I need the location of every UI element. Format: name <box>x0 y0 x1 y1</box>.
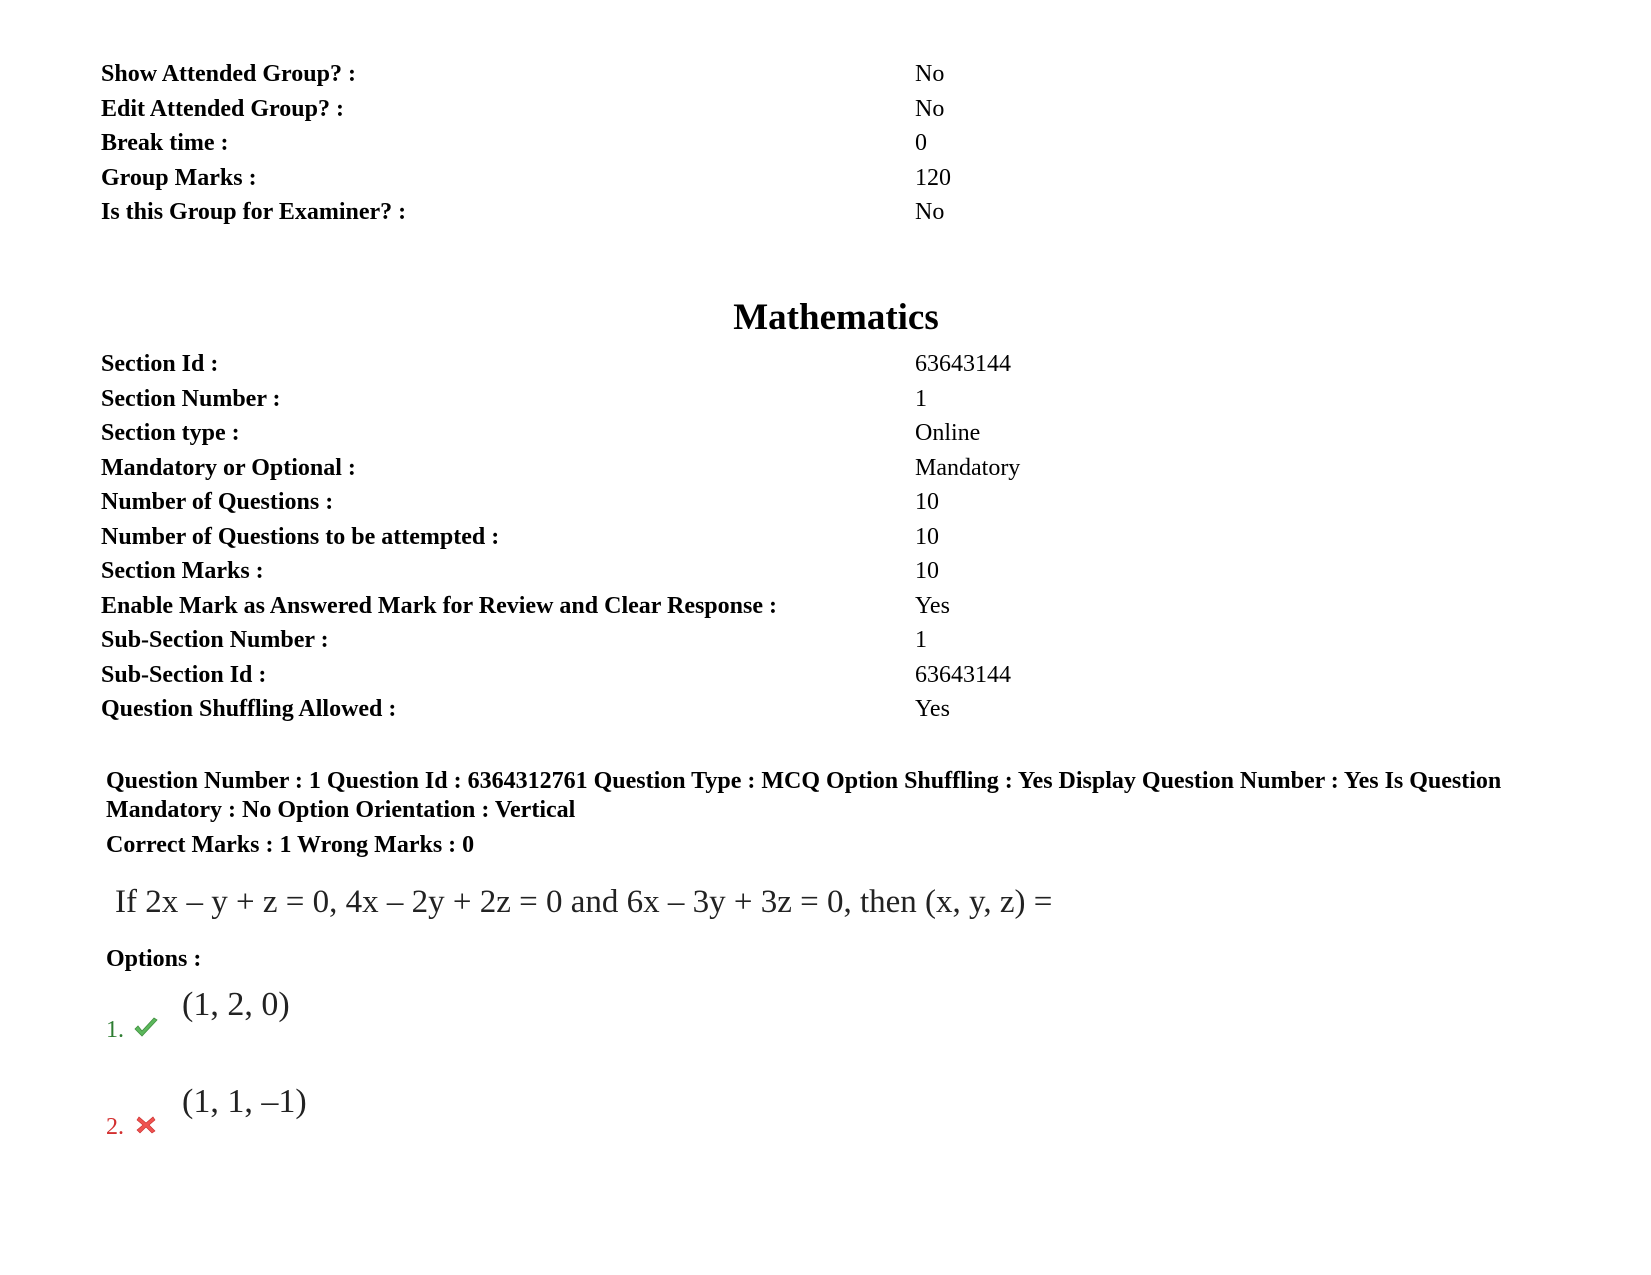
option-text: (1, 2, 0) <box>182 986 290 1023</box>
section-info-row <box>101 451 1551 486</box>
field-value: 63643144 <box>915 351 1011 377</box>
field-label: Group Marks : <box>101 164 257 191</box>
question-text: If 2x – y + z = 0, 4x – 2y + 2z = 0 and 6x – 3y + 3z = 0, then (x, y, z) = <box>115 884 1053 920</box>
check-icon <box>133 1016 159 1040</box>
section-info-row <box>101 589 1551 624</box>
group-info-block <box>101 57 1551 230</box>
option-item <box>106 985 706 1055</box>
field-value: 0 <box>915 130 927 156</box>
section-info-block <box>101 347 1551 727</box>
field-value: Online <box>915 420 981 446</box>
section-info-row <box>101 485 1551 520</box>
group-info-row <box>101 195 1551 230</box>
field-value: 1 <box>915 627 927 653</box>
field-label: Section type : <box>101 420 240 446</box>
field-label: Number of Questions to be attempted : <box>101 523 500 550</box>
field-label: Question Shuffling Allowed : <box>101 696 397 722</box>
question-meta: Question Number : 1 Question Id : 6364312761 Question Type : MCQ Option Shuffling : Yes Display Question Number : Yes Is Question Mandatory : No Option Orientation : Vertical <box>106 768 1502 823</box>
field-label: Section Number : <box>101 385 281 412</box>
question-marks: Correct Marks : 1 Wrong Marks : 0 <box>106 832 475 858</box>
field-value: 10 <box>915 523 939 550</box>
option-item <box>106 1082 706 1152</box>
group-info-row <box>101 126 1551 161</box>
section-info-row <box>101 520 1551 555</box>
option-text: (1, 1, –1) <box>182 1083 307 1120</box>
field-label: Sub-Section Number : <box>101 627 329 653</box>
field-label: Is this Group for Examiner? : <box>101 199 407 225</box>
field-label: Sub-Section Id : <box>101 661 267 688</box>
field-value: 10 <box>915 558 939 584</box>
field-value: Yes <box>915 592 950 619</box>
field-value: No <box>915 95 945 122</box>
group-info-row <box>101 92 1551 127</box>
field-label: Mandatory or Optional : <box>101 454 356 481</box>
section-info-row <box>101 382 1551 417</box>
option-number: 2. <box>106 1114 124 1140</box>
field-label: Show Attended Group? : <box>101 61 356 87</box>
section-info-row <box>101 347 1551 382</box>
field-value: 120 <box>915 164 951 191</box>
section-info-row <box>101 623 1551 658</box>
field-value: 1 <box>915 385 927 412</box>
field-value: Mandatory <box>915 454 1021 481</box>
section-info-row <box>101 416 1551 451</box>
field-label: Break time : <box>101 130 229 156</box>
group-info-row <box>101 57 1551 92</box>
field-value: Yes <box>915 696 950 722</box>
section-info-row <box>101 554 1551 589</box>
field-value: No <box>915 199 945 225</box>
field-value: No <box>915 61 945 87</box>
cross-icon <box>133 1113 159 1137</box>
section-title: Mathematics <box>733 297 939 338</box>
field-label: Enable Mark as Answered Mark for Review and Clear Response : <box>101 592 777 619</box>
field-label: Section Id : <box>101 351 219 377</box>
options-label: Options : <box>106 946 202 972</box>
field-label: Section Marks : <box>101 558 264 584</box>
option-number: 1. <box>106 1017 124 1043</box>
section-info-row <box>101 658 1551 693</box>
field-label: Number of Questions : <box>101 489 334 515</box>
field-label: Edit Attended Group? : <box>101 95 344 122</box>
field-value: 10 <box>915 489 939 515</box>
section-info-row <box>101 692 1551 727</box>
field-value: 63643144 <box>915 661 1011 688</box>
group-info-row <box>101 161 1551 196</box>
